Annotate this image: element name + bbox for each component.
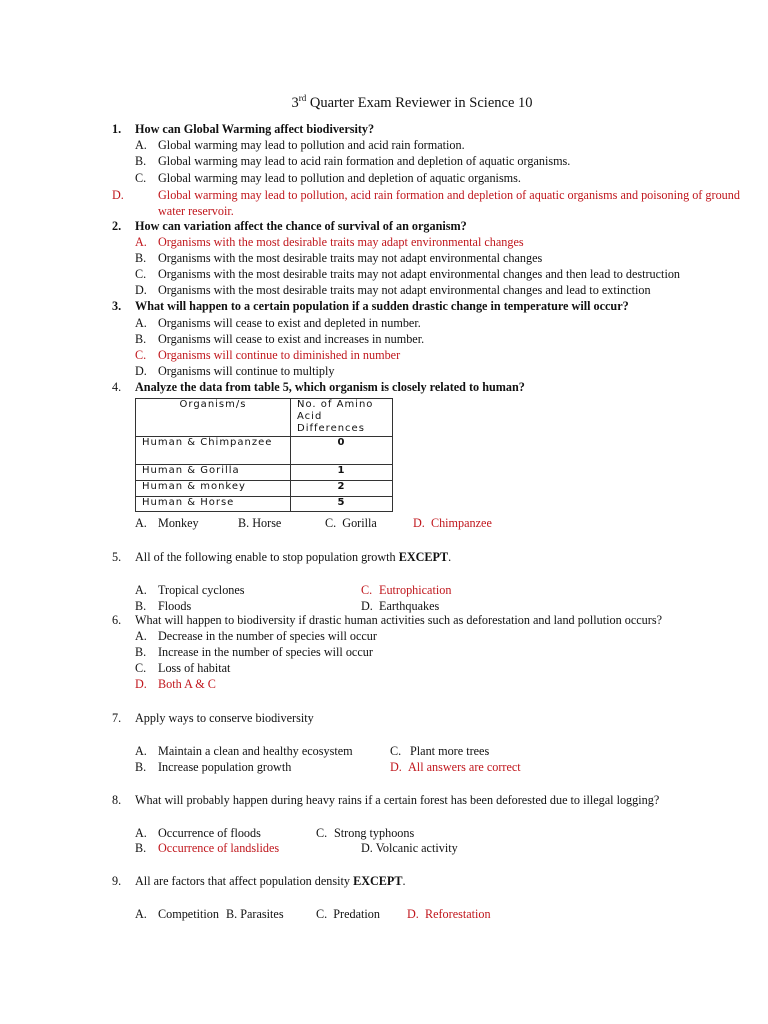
option-letter: D. [135,364,147,378]
option-letter: B. [135,251,147,265]
question-number: 3. [112,299,122,313]
option-letter: A. [135,583,147,597]
option-letter: C. [135,171,147,185]
option-text: Eutrophication [379,583,452,597]
option-text: Strong typhoons [334,826,415,840]
option-letter: B. [135,760,147,774]
option-letter: C. [135,267,147,281]
option-text: Reforestation [424,907,491,921]
option-letter: B. [135,599,147,613]
q5-option-a [135,583,245,598]
option-text: Global warming may lead to pollution, acid rain formation and depletion of aquatic organisms and poisoning of ground water reservoir. [158,188,740,218]
q6-option-c [135,661,230,676]
option-text: Horse [252,516,282,530]
option-letter: B. [135,841,147,855]
option-letter: B. [135,645,147,659]
option-text: Decrease in the number of species will occur [158,629,377,643]
question-number: 1. [112,122,122,136]
table-cell-value: 0 [291,437,393,465]
question-number: 2. [112,219,122,233]
option-letter: C. [390,744,402,758]
option-text: Increase in the number of species will occur [158,645,373,659]
amino-acid-table [135,398,393,512]
table-cell-value: 1 [291,465,393,481]
option-text: Organisms with the most desirable traits may not adapt environmental changes and lead to extinction [158,283,651,297]
option-text: Organisms will cease to exist and increases in number. [158,332,425,346]
table-header-row [136,399,393,437]
question-number: 9. [112,874,122,888]
option-text: Gorilla [342,516,377,530]
option-text: Monkey [158,516,199,530]
question-text: What will happen to biodiversity if drastic human activities such as deforestation and land pollution occurs? [135,613,662,627]
question-3 [112,299,732,314]
option-text: Global warming may lead to acid rain formation and depletion of aquatic organisms. [158,154,571,168]
option-text: Loss of habitat [158,661,231,675]
q9-option-d [407,907,491,922]
table-cell-organism: Human & monkey [136,481,291,497]
question-number: 8. [112,793,122,807]
option-letter: C. [361,583,373,597]
option-text: Organisms with the most desirable traits may not adapt environmental changes [158,251,543,265]
question-emphasis: EXCEPT [398,550,449,564]
title-superscript: rd [298,93,307,103]
option-text: Organisms will continue to multiply [158,364,335,378]
q9-option-c [316,907,380,922]
option-text: Organisms with the most desirable traits may adapt environmental changes [158,235,524,249]
q8-option-c [316,826,414,841]
q4-option-b [238,516,281,531]
option-text: Occurrence of landslides [158,841,280,855]
question-text [135,874,406,889]
question-text: What will happen to a certain population if a sudden drastic change in temperature will occur? [135,299,629,313]
q7-option-b [135,760,291,775]
question-number: 4. [112,380,122,394]
q5-option-d [361,599,439,614]
question-text: How can variation affect the chance of survival of an organism? [135,219,467,233]
table-row [136,497,393,512]
page-title [0,93,768,112]
question-text: Apply ways to conserve biodiversity [135,711,314,725]
question-tail: . [402,874,406,888]
option-text: Parasites [240,907,284,921]
option-text: Occurrence of floods [158,826,261,840]
option-letter: D. [135,283,147,297]
q6-option-b [135,645,373,660]
q6-option-a [135,629,377,644]
option-letter: D. [407,907,419,921]
q3-option-a [135,316,421,331]
question-text-main: All of the following enable to stop population growth [135,550,399,564]
question-text: How can Global Warming affect biodiversity? [135,122,375,136]
option-letter: C. [135,348,147,362]
q2-option-c [135,267,680,282]
option-text: Earthquakes [379,599,440,613]
question-9 [112,874,732,889]
option-letter: C. [316,907,328,921]
table-row [136,481,393,497]
option-letter: C. [135,661,147,675]
option-letter: B. [238,516,250,530]
option-letter: C. [316,826,328,840]
option-letter: D. [135,677,147,691]
table-header-organism: Organism/s [136,399,291,437]
option-text: Competition [158,907,219,921]
option-text: Organisms will cease to exist and depleted in number. [158,316,421,330]
question-2 [112,219,732,234]
q9-option-a [135,907,219,922]
option-letter: D. [390,760,402,774]
question-8 [112,793,732,808]
option-text: Volcanic activity [375,841,458,855]
option-text: Global warming may lead to pollution and depletion of aquatic organisms. [158,171,521,185]
question-5 [112,550,732,565]
option-letter: D. [112,188,124,202]
q8-option-b [135,841,279,856]
option-text: Chimpanzee [430,516,492,530]
question-text: What will probably happen during heavy rains if a certain forest has been deforested due to illegal logging? [135,793,660,807]
q4-option-c [325,516,377,531]
q8-option-d [361,841,458,856]
q1-option-c [135,171,521,186]
q6-option-d [135,677,216,692]
option-letter: D. [361,599,373,613]
option-letter: A. [135,629,147,643]
table-row [136,465,393,481]
q2-option-a [135,235,524,250]
q3-option-b [135,332,424,347]
table-cell-organism: Human & Chimpanzee [136,437,291,465]
option-letter: C. [325,516,337,530]
question-text-main: All are factors that affect population density [135,874,354,888]
q3-option-d [135,364,335,379]
q2-option-b [135,251,542,266]
question-emphasis: EXCEPT [353,874,403,888]
option-text: Organisms will continue to diminished in number [158,348,401,362]
question-text [135,550,451,565]
option-letter: A. [135,744,147,758]
option-letter: D. [361,841,373,855]
q7-option-c [390,744,489,759]
question-4 [112,380,732,395]
q5-option-c [361,583,451,598]
table-cell-value: 5 [291,497,393,512]
option-text: Predation [333,907,380,921]
question-1 [112,122,732,137]
option-text: Maintain a clean and healthy ecosystem [158,744,353,758]
q4-option-d [413,516,492,531]
question-7 [112,711,732,726]
option-letter: B. [226,907,238,921]
option-text: Floods [158,599,192,613]
question-text: Analyze the data from table 5, which organism is closely related to human? [135,380,525,394]
q1-option-d [112,187,743,219]
q5-option-b [135,599,191,614]
q7-option-a [135,744,353,759]
question-6 [112,613,732,628]
title-ordinal: 3 [291,95,299,111]
option-text: Global warming may lead to pollution and acid rain formation. [158,138,465,152]
option-letter: A. [135,907,147,921]
question-tail: . [448,550,452,564]
table-row [136,437,393,465]
question-number: 6. [112,613,122,627]
option-letter: B. [135,332,147,346]
table-cell-organism: Human & Horse [136,497,291,512]
q1-option-a [135,138,465,153]
q4-option-a [135,516,199,531]
q1-option-b [135,154,570,169]
option-text: Organisms with the most desirable traits may not adapt environmental changes and then lead to destruction [158,267,681,281]
question-number: 5. [112,550,122,564]
q8-option-a [135,826,261,841]
option-letter: D. [413,516,425,530]
title-text: Quarter Exam Reviewer in Science 10 [306,95,533,111]
option-text: All answers are correct [408,760,521,774]
option-text: Both A & C [158,677,216,691]
option-text: Increase population growth [158,760,292,774]
question-number: 7. [112,711,122,725]
option-letter: B. [135,154,147,168]
table-cell-organism: Human & Gorilla [136,465,291,481]
q3-option-c [135,348,400,363]
option-letter: A. [135,316,147,330]
q7-option-d [390,760,521,775]
q2-option-d [135,283,651,298]
option-letter: A. [135,516,147,530]
table-cell-value: 2 [291,481,393,497]
option-text: Plant more trees [410,744,490,758]
option-letter: A. [135,826,147,840]
option-text: Tropical cyclones [158,583,245,597]
option-letter: A. [135,235,147,249]
q9-option-b [226,907,284,922]
option-letter: A. [135,138,147,152]
table-header-differences: No. of Amino Acid Differences [291,399,393,437]
